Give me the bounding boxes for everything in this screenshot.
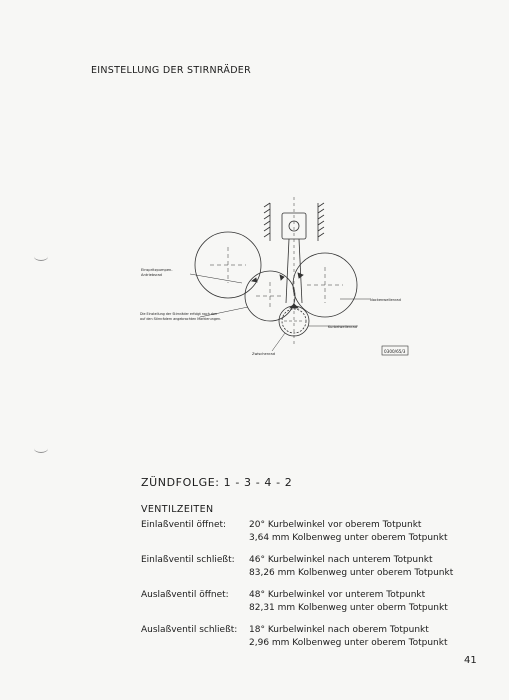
valve-row-label: Auslaßventil öffnet:	[141, 590, 229, 600]
valve-row-line2: 82,31 mm Kolbenweg unter oberm Totpunkt	[249, 603, 448, 613]
valve-row-line1: 46° Kurbelwinkel nach unterem Totpunkt	[249, 555, 433, 565]
valve-row-values	[249, 554, 453, 580]
page-heading: EINSTELLUNG DER STIRNRÄDER	[91, 65, 252, 76]
camshaft-gear	[293, 253, 357, 317]
valve-row-values	[249, 589, 448, 615]
valve-row-values	[249, 624, 448, 650]
valve-row-line2: 2,96 mm Kolbenweg unter oberem Totpunkt	[249, 638, 448, 648]
label-pump-gear-2: Antriebsrad	[141, 273, 162, 277]
label-note-2: auf den Stirnrädern angebrachten Markierungen.	[140, 317, 222, 321]
ref-code: 0300/65/3	[384, 349, 406, 354]
valve-row-label: Einlaßventil öffnet:	[141, 520, 227, 530]
page-number: 41	[464, 655, 477, 666]
label-pump-gear-1: Einspritzpumpen-	[141, 268, 173, 272]
valve-row-label: Auslaßventil schließt:	[141, 625, 238, 635]
valve-row-label: Einlaßventil schließt:	[141, 555, 235, 565]
valve-row-line1: 48° Kurbelwinkel vor unterem Totpunkt	[249, 590, 426, 600]
firing-order: ZÜNDFOLGE: 1 - 3 - 4 - 2	[141, 476, 293, 489]
valve-row-line1: 18° Kurbelwinkel nach oberem Totpunkt	[249, 625, 429, 635]
valve-row-values	[249, 519, 448, 545]
label-crankshaft-gear: Kurbelwellenrad	[328, 325, 358, 329]
binder-hole-top	[34, 252, 48, 261]
valve-row-line1: 20° Kurbelwinkel vor oberem Totpunkt	[249, 520, 422, 530]
idler-gear	[245, 271, 295, 321]
label-camshaft-gear: Nockenwellenrad	[370, 298, 401, 302]
label-note-1: Die Einstellung der Stirnräder erfolgt nach den	[140, 312, 218, 316]
valve-timing-title: VENTILZEITEN	[141, 504, 214, 515]
gear-train-diagram	[130, 195, 420, 365]
injection-pump-gear	[195, 232, 261, 298]
valve-row-line2: 3,64 mm Kolbenweg unter oberem Totpunkt	[249, 533, 448, 543]
label-idler-gear: Zwischenrad	[252, 352, 275, 356]
binder-hole-bottom	[34, 444, 48, 453]
valve-row-line2: 83,26 mm Kolbenweg unter oberem Totpunkt	[249, 568, 454, 578]
